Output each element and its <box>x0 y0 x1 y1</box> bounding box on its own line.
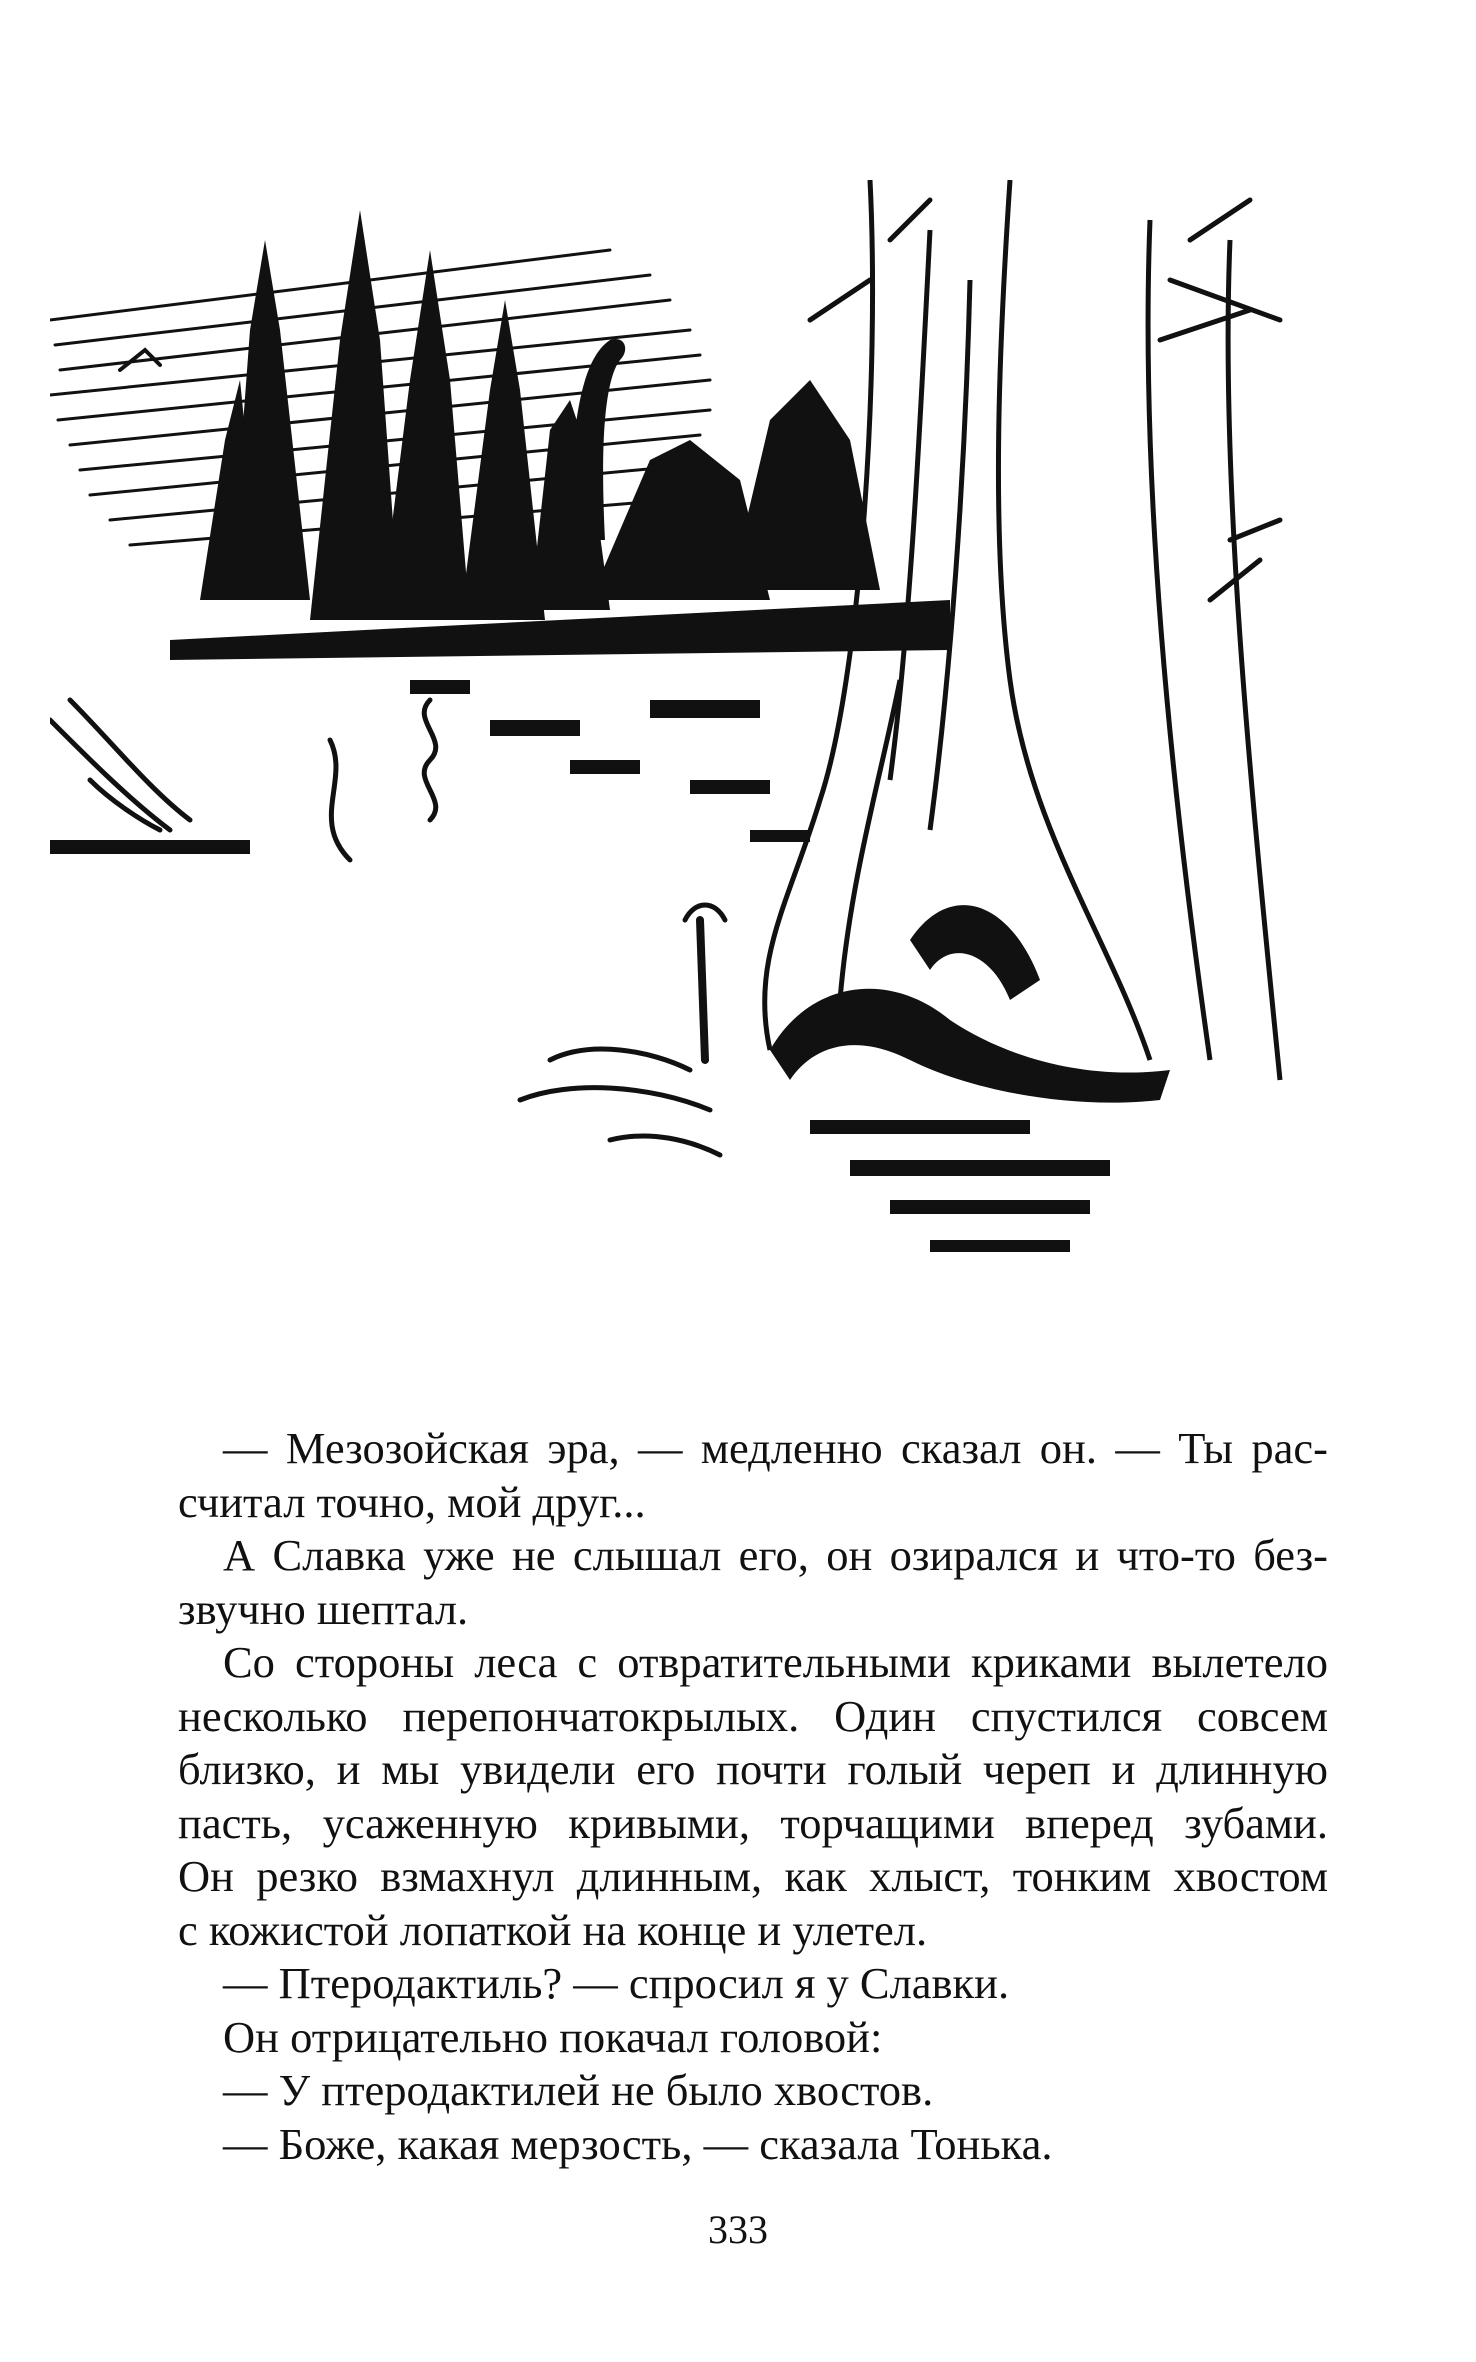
text-line: — У птеродактилей не было хвостов. <box>223 2065 934 2115</box>
text-line: — Мезозойская эра, — медленно сказал он. — Ты рас- <box>223 1423 1328 1473</box>
text-line: Он отрицательно покачал головой: <box>223 2011 883 2062</box>
body-text <box>178 1422 1328 2171</box>
text-line: А Славка уже не слышал его, он озирался и что-то без- <box>223 1530 1328 1580</box>
swamp-forest-illustration <box>50 180 1340 1370</box>
dinosaur-silhouette <box>570 339 625 540</box>
text-line: Со стороны леса с отвратительными криками вылетело <box>223 1637 1328 1687</box>
text-line: — Птеродактиль? — спросил я у Славки. <box>223 1958 1010 2008</box>
text-line: считал точно, мой друг... <box>178 1476 646 1527</box>
text-line: — Боже, какая мерзость, — сказала Тонька. <box>223 2118 1053 2169</box>
text-line: пасть, усаженную кривыми, торчащими вперед зубами. <box>178 1797 1328 1848</box>
forest-silhouette <box>170 210 950 660</box>
text-line: с кожистой лопаткой на конце и улетел. <box>178 1904 928 1955</box>
page-number: 333 <box>708 2207 768 2252</box>
text-line: близко, и мы увидели его почти голый череп и длинную <box>178 1744 1328 1794</box>
water-reflections <box>50 680 1110 1252</box>
text-line: звучно шептал. <box>178 1583 469 1634</box>
text-line: Он резко взмахнул длинным, как хлыст, тонким хвостом <box>178 1851 1328 1901</box>
text-line: несколько перепончатокрылых. Один спустился совсем <box>178 1690 1328 1741</box>
tree-roots <box>770 905 1170 1102</box>
